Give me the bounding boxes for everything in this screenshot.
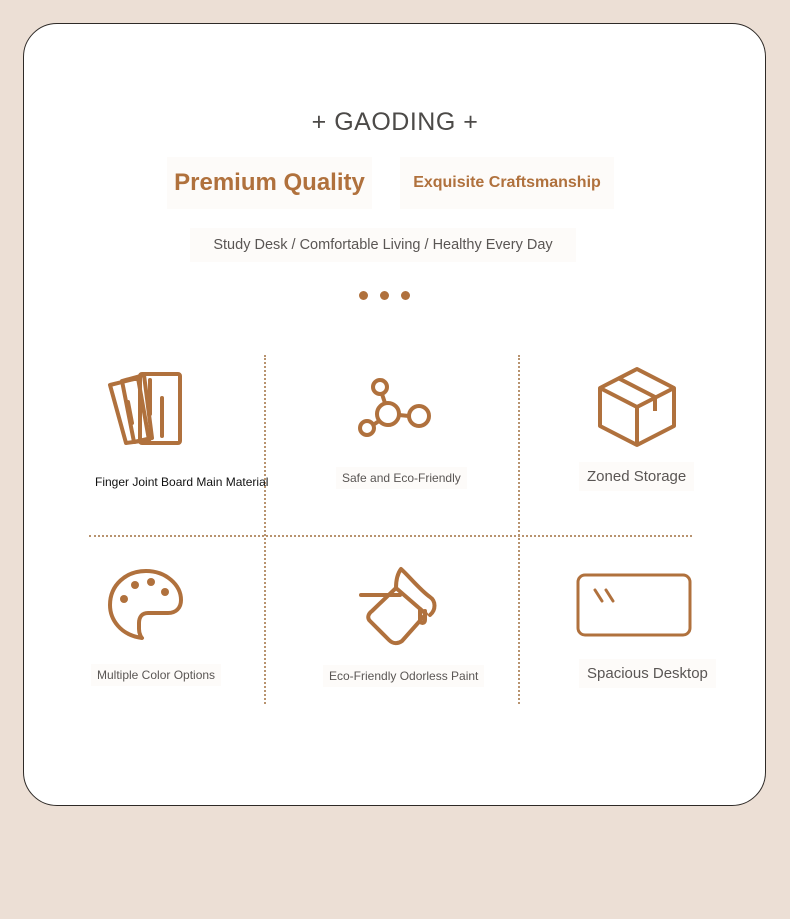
feature-label: Finger Joint Board Main Material [95, 475, 269, 489]
wood-boards-icon [104, 368, 186, 450]
decor-dot [401, 291, 410, 300]
decor-dot [359, 291, 368, 300]
feature-label: Multiple Color Options [91, 664, 221, 686]
grid-divider-vertical [264, 355, 266, 704]
brand-title: + GAODING + [311, 108, 479, 136]
feature-label: Zoned Storage [579, 462, 694, 491]
decor-dot [380, 291, 389, 300]
molecule-icon [354, 376, 436, 440]
desktop-panel-icon [576, 573, 692, 637]
subtitle: Study Desk / Comfortable Living / Healthy Every Day [190, 228, 576, 262]
feature-label: Spacious Desktop [579, 659, 716, 688]
tag-exquisite-craftsmanship: Exquisite Craftsmanship [400, 157, 614, 209]
feature-label: Safe and Eco-Friendly [336, 467, 467, 489]
feature-label: Eco-Friendly Odorless Paint [323, 665, 484, 687]
palette-icon [106, 567, 186, 643]
box-icon [596, 366, 678, 448]
tag-premium-quality: Premium Quality [167, 157, 372, 209]
paint-bucket-icon [358, 564, 440, 646]
grid-divider-horizontal [89, 535, 692, 537]
grid-divider-vertical [518, 355, 520, 704]
